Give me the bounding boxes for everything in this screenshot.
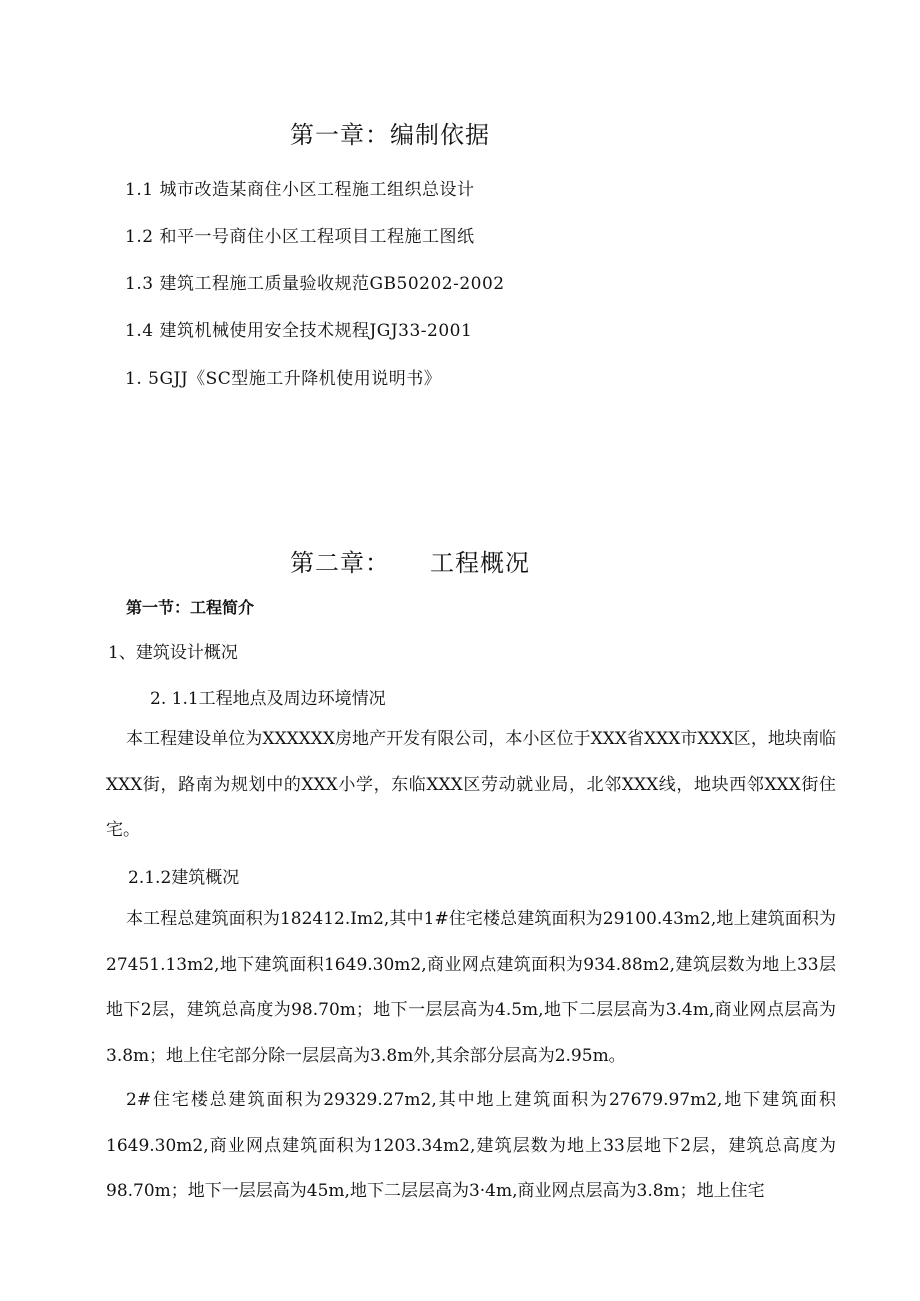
paragraph-building-1: 本工程总建筑面积为182412.Im2,其中1#住宅楼总建筑面积为29100.43m2,地上建筑面积为27451.13m2,地下建筑面积1649.30m2,商业网点建筑面积为934.88m2,建筑层数为地上33层地下2层，建筑总高度为98.70m；地下一层层高为4.5m,地下二层层高为3.4m,商业网点层高为3.8m；地上住宅部分除一层层高为3.8m外,其余部分层高为2.95m。 <box>106 909 836 1066</box>
reference-item-5: 1. 5GJJ《SC型施工升降机使用说明书》 <box>125 369 442 389</box>
reference-item-2: 1.2 和平一号商住小区工程项目工程施工图纸 <box>125 227 475 247</box>
section-title: 第一节：工程简介 <box>126 598 255 617</box>
chapter-2-title: 工程概况 <box>430 549 530 577</box>
paragraph-building-2: 2#住宅楼总建筑面积为29329.27m2,其中地上建筑面积为27679.97m2,地下建筑面积1649.30m2,商业网点建筑面积为1203.34m2,建筑层数为地上33层地下2层，建筑总高度为98.70m；地下一层层高为45m,地下二层层高为3·4m,商业网点层高为3.8m；地上住宅 <box>106 1090 836 1201</box>
item-1-heading: 1、建筑设计概况 <box>108 643 238 663</box>
chapter-1-title: 第一章：编制依据 <box>290 121 490 149</box>
paragraph-location: 本工程建设单位为XXXXXX房地产开发有限公司，本小区位于XXX省XXX市XXX区，地块南临XXX街，路南为规划中的XXX小学，东临XXX区劳动就业局，北邻XXX线，地块西邻XXX街住宅。 <box>106 729 836 840</box>
chapter-2-title-prefix: 第二章： <box>290 549 390 577</box>
reference-item-1: 1.1 城市改造某商住小区工程施工组织总设计 <box>125 180 475 200</box>
reference-item-4: 1.4 建筑机械使用安全技术规程JGJ33-2001 <box>125 321 473 341</box>
subsection-heading-2: 2.1.2建筑概况 <box>128 868 240 888</box>
subsection-heading-1: 2. 1.1工程地点及周边环境情况 <box>150 689 386 709</box>
reference-item-3: 1.3 建筑工程施工质量验收规范GB50202-2002 <box>125 274 505 294</box>
